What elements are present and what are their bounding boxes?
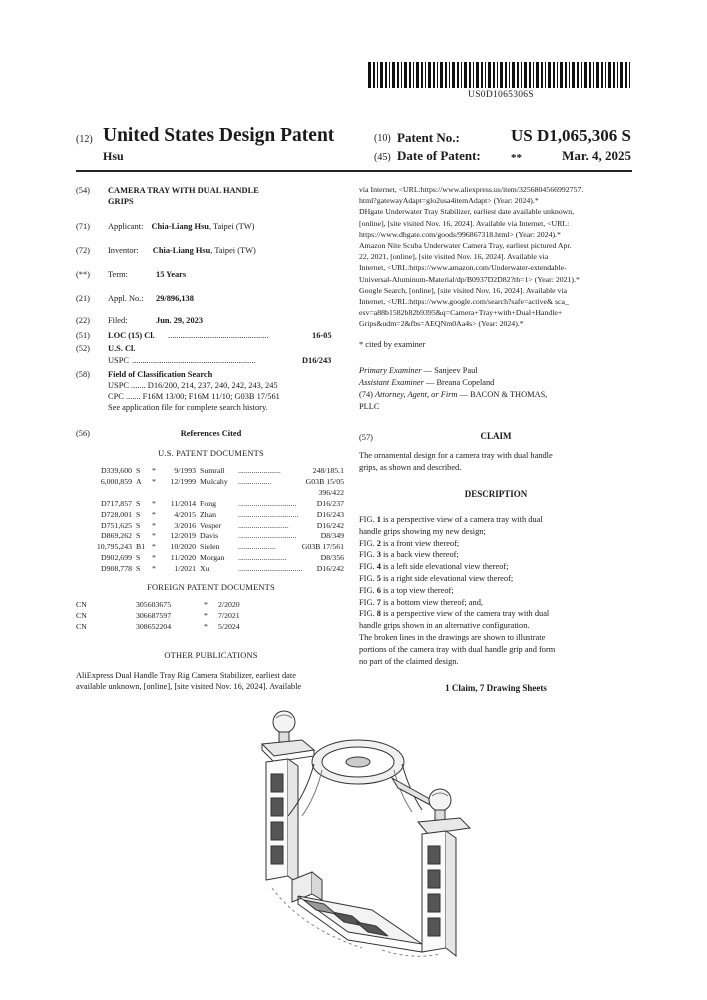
barcode-bar — [433, 62, 435, 88]
barcode-bar — [500, 62, 503, 88]
barcode-bar — [380, 62, 383, 88]
uspc-dots: ........................................................... — [132, 356, 256, 365]
us-reference-row — [76, 510, 346, 520]
us-reference-dots: ......................... — [238, 553, 287, 563]
us-reference-no: D869,262 — [101, 531, 132, 541]
us-patent-heading: U.S. PATENT DOCUMENTS — [158, 449, 264, 458]
barcode-bar — [392, 62, 395, 88]
term-label: Term: — [108, 270, 128, 279]
figure-text: is a perspective view of the camera tray with dual — [380, 609, 550, 619]
us-reference-dots: ................. — [238, 476, 272, 486]
publication-line: Internet, <URL:https://www.google.com/search?safe=active& sca_ — [359, 297, 569, 306]
us-reference-row — [76, 488, 346, 498]
us-reference-star: * — [152, 509, 156, 519]
document-type: United States Design Patent — [103, 125, 335, 146]
us-reference-no: D728,001 — [101, 509, 132, 519]
us-reference-star: * — [152, 466, 156, 475]
figure-description-line — [359, 621, 529, 630]
field-code-22: (22) — [76, 316, 90, 325]
barcode-bar — [445, 62, 447, 88]
us-reference-dots: ...................... — [238, 466, 281, 475]
us-reference-date: 3/2016 — [174, 520, 196, 530]
foreign-reference-star: * — [204, 600, 208, 609]
us-reference-kind: B1 — [136, 542, 146, 552]
foreign-reference-date: 2/2020 — [218, 600, 240, 609]
barcode-bar — [572, 62, 575, 88]
uspc-label: USPC — [108, 356, 129, 365]
us-reference-kind: S — [136, 509, 141, 519]
field-code-58: (58) — [76, 370, 90, 379]
applicant — [108, 221, 254, 232]
us-reference-star: * — [152, 542, 156, 552]
us-reference-row — [76, 466, 346, 476]
barcode-bar — [545, 62, 546, 88]
barcode-bar — [617, 62, 618, 88]
inventor — [108, 245, 256, 256]
us-reference-star: * — [152, 553, 156, 563]
us-reference-cls: 396/422 — [318, 487, 344, 497]
publication-line: Amazon Nite Scuba Underwater Camera Tray, earliest pictured Apr. — [359, 241, 572, 250]
us-reference-kind: S — [136, 520, 141, 530]
assistant-examiner-label: Assistant Examiner — [359, 378, 424, 387]
publication-line: https://www.dhgate.com/goods/996867318.html> (Year: 2024).* — [359, 229, 561, 239]
loc-label: LOC (15) Cl. — [108, 331, 155, 340]
foreign-reference-no: 305603675 — [136, 600, 172, 609]
us-reference-name: Davis — [200, 531, 219, 541]
us-reference-star: * — [152, 520, 156, 530]
barcode-bar — [548, 62, 551, 88]
us-reference-cls: 248/185.1 — [312, 466, 344, 475]
figure-description-line — [359, 633, 545, 642]
barcode-bar — [385, 62, 387, 88]
header-rule — [76, 170, 632, 172]
figure-number: 5 — [376, 574, 381, 583]
publication-line: Google Search, [online], [site visited Nov. 16, 2024]. Available via — [359, 285, 568, 295]
title-line-1: CAMERA TRAY WITH DUAL HANDLE — [108, 186, 259, 195]
primary-examiner-name: — Sanjeev Paul — [421, 366, 478, 375]
barcode-bar — [497, 62, 498, 88]
barcode-bar — [589, 62, 591, 88]
us-reference-date: 11/2014 — [170, 498, 196, 508]
figure-prefix: FIG. — [359, 562, 377, 572]
figure-description-line — [359, 645, 555, 654]
attorney-line-2: PLLC — [359, 402, 380, 411]
us-reference-row — [76, 564, 346, 574]
us-reference-no: D339,600 — [101, 466, 132, 475]
us-reference-row — [76, 477, 346, 487]
field-code-term: (**) — [76, 270, 90, 279]
barcode-bar — [428, 62, 431, 88]
figure-descriptions — [359, 515, 633, 675]
barcode-bar — [613, 62, 615, 88]
assistant-examiner — [359, 377, 494, 388]
publication-line: via Internet, <URL:https://www.aliexpress.us/item/3256804566992757. — [359, 185, 584, 194]
barcode-bar — [620, 62, 623, 88]
barcode-bar — [505, 62, 507, 88]
us-reference-cls: G03B 15/05 — [305, 476, 344, 486]
barcode-bar — [416, 62, 419, 88]
us-reference-name: Morgan — [200, 553, 225, 563]
term-value: 15 Years — [156, 270, 187, 279]
inventor-location: , Taipei (TW) — [210, 246, 256, 255]
barcode-bar — [541, 62, 543, 88]
barcode-bar — [625, 62, 627, 88]
us-reference-name: Vesper — [200, 520, 222, 530]
publication-line: Internet, <URL:https://www.amazon.com/Underwater-extendable- — [359, 263, 567, 273]
filed-value: Jun. 29, 2023 — [156, 316, 204, 325]
barcode-bar — [457, 62, 459, 88]
barcode-text: US0D1065306S — [468, 90, 534, 100]
figure-description-line — [359, 609, 549, 618]
barcode-bar — [404, 62, 407, 88]
appl-no-value: 29/896,138 — [156, 294, 194, 303]
figure-description-line — [359, 562, 509, 571]
barcode-bar — [437, 62, 438, 88]
barcode-bar — [413, 62, 414, 88]
us-reference-name: Xu — [200, 564, 210, 574]
search-field-label: Field of Classification Search — [108, 370, 213, 379]
foreign-reference-row — [76, 622, 346, 633]
us-references-list — [76, 466, 346, 576]
field-code-52: (52) — [76, 344, 90, 353]
us-reference-dots: .......................... — [238, 520, 289, 530]
applicant-location: , Taipei (TW) — [208, 222, 255, 231]
figure-prefix: FIG. — [359, 585, 377, 595]
figure-number: 2 — [376, 538, 381, 548]
camera-tray-drawing-icon — [232, 700, 482, 980]
patent-number-label: Patent No.: — [397, 130, 460, 145]
us-cl-label: U.S. Cl. — [108, 344, 136, 353]
us-reference-name: Sielen — [200, 542, 220, 552]
figure-number: 4 — [376, 562, 381, 572]
barcode-bar — [464, 62, 467, 88]
figure-text: is a back view thereof; — [380, 550, 459, 560]
loc-dots: ................................................ — [168, 331, 269, 340]
barcode-bar — [608, 62, 611, 88]
attorney-label: Attorney, Agent, or Firm — [375, 390, 458, 399]
us-reference-no: D717,857 — [101, 498, 132, 508]
figure-description-line — [359, 598, 483, 607]
publication-line: Universal-Aluminum-Material/dp/B0937D2D82?th=1> (Year: 2021).* — [359, 274, 580, 284]
publication-line: esv=a88b1582b82b9395&q=Camera+Tray+with+Dual+Handle+ — [359, 308, 563, 318]
barcode-bar — [469, 62, 471, 88]
barcode-bar — [377, 62, 378, 88]
us-reference-row — [76, 542, 346, 552]
barcode-bar — [397, 62, 399, 88]
barcode-icon — [366, 62, 636, 90]
us-reference-row — [76, 499, 346, 509]
loc-value: 16-05 — [312, 331, 332, 340]
us-reference-name: Fong — [200, 498, 217, 508]
barcode-bar — [481, 62, 483, 88]
search-uspc: USPC ....... D16/200, 214, 237, 240, 242, 243, 245 — [108, 381, 278, 390]
figure-prefix: FIG. — [359, 538, 377, 548]
figure-number: 3 — [376, 550, 381, 560]
barcode-bar — [368, 62, 371, 88]
figure-description-line — [359, 515, 543, 524]
barcode-bar — [425, 62, 426, 88]
barcode-bar — [493, 62, 495, 88]
assistant-examiner-name: — Breana Copeland — [423, 378, 495, 387]
us-reference-star: * — [152, 476, 156, 486]
us-reference-date: 12/2019 — [170, 531, 196, 541]
figure-number: 1 — [376, 515, 381, 524]
applicant-label: Applicant: — [108, 222, 144, 231]
barcode-bar — [421, 62, 423, 88]
barcode-bar — [409, 62, 411, 88]
us-reference-cls: D16/237 — [316, 498, 344, 508]
claim-code: (57) — [359, 433, 373, 442]
us-reference-date: 11/2020 — [170, 553, 196, 563]
publication-line: Grips&udm=2&fbs=AEQNm0Aa4s> (Year: 2024).* — [359, 319, 524, 329]
foreign-reference-no: 306687597 — [136, 611, 172, 620]
figure-description-line — [359, 586, 454, 595]
attorney-code: (74) — [359, 390, 376, 399]
barcode-bar — [577, 62, 579, 88]
us-reference-dots: .............................. — [238, 498, 297, 508]
figure-text: no part of the claimed design. — [359, 656, 459, 666]
us-reference-name: Sumrall — [200, 466, 225, 475]
us-reference-cls: D16/243 — [316, 509, 344, 519]
claim-text-line-1: The ornamental design for a camera tray with dual handle — [359, 451, 553, 460]
barcode-bar — [605, 62, 606, 88]
applicant-name: Chia-Liang Hsu — [151, 222, 209, 231]
attorney-name: — BACON & THOMAS, — [457, 390, 548, 399]
figure-prefix: FIG. — [359, 515, 377, 524]
primary-examiner-label: Primary Examiner — [359, 366, 422, 375]
inventor-surname: Hsu — [103, 149, 124, 163]
us-reference-star: * — [152, 564, 156, 574]
figure-text: is a front view thereof; — [380, 538, 460, 548]
foreign-reference-row — [76, 611, 346, 622]
claim-heading: CLAIM — [480, 431, 512, 441]
figure-text: The broken lines in the drawings are shown to illustrate — [359, 633, 546, 642]
us-reference-date: 4/2015 — [174, 509, 196, 519]
us-reference-row — [76, 521, 346, 531]
figure-description-line — [359, 539, 459, 548]
barcode — [366, 62, 636, 98]
barcode-bar — [517, 62, 519, 88]
us-reference-cls: D16/242 — [316, 520, 344, 530]
publication-line: DHgate Underwater Tray Stabilizer, earliest date available unknown, — [359, 207, 575, 217]
us-reference-no: D902,699 — [101, 553, 132, 563]
us-reference-date: 1/2021 — [174, 564, 196, 574]
us-reference-cls: G03B 17/561 — [301, 542, 344, 552]
barcode-bar — [596, 62, 599, 88]
barcode-bar — [449, 62, 450, 88]
us-reference-date: 12/1999 — [170, 476, 196, 486]
foreign-reference-no: 308652204 — [136, 622, 172, 631]
barcode-bar — [452, 62, 455, 88]
figure-number: 6 — [376, 585, 381, 595]
date-of-patent-label: Date of Patent: — [397, 148, 481, 163]
barcode-bar — [553, 62, 555, 88]
figure-text: is a right side elevational view thereof; — [380, 574, 514, 583]
us-reference-kind: S — [136, 553, 141, 563]
barcode-bar — [565, 62, 567, 88]
field-code-51: (51) — [76, 331, 90, 340]
patent-number: US D1,065,306 S — [511, 126, 631, 145]
us-reference-cls: D8/349 — [320, 531, 344, 541]
other-publications-heading: OTHER PUBLICATIONS — [164, 651, 258, 660]
us-reference-kind: S — [136, 498, 141, 508]
search-cpc: CPC ....... F16M 13/00; F16M 11/10; G03B 17/561 — [108, 392, 280, 401]
us-reference-dots: .............................. — [238, 531, 297, 541]
figure-text: is a top view thereof; — [380, 585, 454, 595]
foreign-reference-star: * — [204, 622, 208, 631]
filed-label: Filed: — [108, 316, 128, 325]
figure-description-line — [359, 657, 459, 666]
right-publications — [359, 185, 633, 335]
barcode-bar — [536, 62, 539, 88]
us-reference-name: Mulcahy — [200, 476, 228, 486]
barcode-bar — [584, 62, 587, 88]
claims-and-sheets: 1 Claim, 7 Drawing Sheets — [445, 683, 547, 693]
figure-prefix: FIG. — [359, 550, 377, 560]
us-reference-star: * — [152, 498, 156, 508]
us-reference-no: 6,000,859 — [100, 476, 132, 486]
description-heading: DESCRIPTION — [464, 489, 528, 499]
title-line-2: GRIPS — [108, 197, 134, 206]
foreign-reference-star: * — [204, 611, 208, 620]
us-reference-dots: ................... — [238, 542, 276, 552]
date-marker: ** — [511, 152, 522, 164]
barcode-bar — [461, 62, 462, 88]
field-code-21: (21) — [76, 294, 90, 303]
barcode-bar — [560, 62, 563, 88]
field-code-56: (56) — [76, 429, 90, 438]
us-reference-name: Zhan — [200, 509, 217, 519]
field-code-71: (71) — [76, 222, 90, 231]
field-code-72: (72) — [76, 246, 90, 255]
header-code-10: (10) — [374, 133, 391, 144]
figure-text: is a bottom view thereof; and, — [380, 597, 483, 607]
foreign-reference-cc: CN — [76, 600, 87, 609]
barcode-bar — [601, 62, 603, 88]
barcode-bar — [569, 62, 570, 88]
barcode-bar — [473, 62, 474, 88]
us-reference-cls: D16/242 — [316, 564, 344, 574]
inventor-name: Chia-Liang Hsu — [152, 246, 211, 255]
foreign-reference-date: 5/2024 — [218, 622, 240, 631]
claim-text-line-2: grips, as shown and described. — [359, 463, 462, 472]
us-reference-row — [76, 531, 346, 541]
barcode-bar — [389, 62, 390, 88]
other-publication-line: available unknown, [online], [site visited Nov. 16, 2024]. Available — [76, 682, 302, 691]
barcode-bar — [524, 62, 527, 88]
foreign-reference-cc: CN — [76, 611, 87, 620]
barcode-bar — [488, 62, 491, 88]
figure-number: 7 — [376, 597, 381, 607]
foreign-reference-cc: CN — [76, 622, 87, 631]
left-column — [76, 185, 346, 485]
barcode-bar — [509, 62, 510, 88]
us-reference-kind: S — [136, 466, 141, 475]
primary-examiner — [359, 365, 478, 376]
references-title: References Cited — [180, 429, 242, 438]
us-reference-star: * — [152, 531, 156, 541]
us-reference-row — [76, 553, 346, 563]
barcode-bar — [581, 62, 582, 88]
foreign-reference-row — [76, 600, 346, 611]
figure-text: is a left side elevational view thereof; — [380, 562, 509, 572]
appl-no-label: Appl. No.: — [108, 294, 144, 303]
us-reference-no: D908,778 — [101, 564, 132, 574]
figure-description-line — [359, 527, 486, 536]
foreign-patent-heading: FOREIGN PATENT DOCUMENTS — [147, 583, 275, 592]
inventor-label: Inventor: — [108, 246, 139, 255]
foreign-references-list — [76, 600, 346, 636]
barcode-bar — [401, 62, 402, 88]
figure-description-line — [359, 550, 459, 559]
us-reference-kind: S — [136, 531, 141, 541]
figure-prefix: FIG. — [359, 609, 377, 619]
figure-number: 8 — [376, 609, 381, 619]
figure-text: handle grips showing my new design; — [359, 526, 486, 536]
figure-prefix: FIG. — [359, 574, 377, 583]
us-reference-no: 10,795,243 — [96, 542, 132, 552]
figure-description-line — [359, 574, 513, 583]
header-code-45: (45) — [374, 152, 391, 163]
figure-prefix: FIG. — [359, 597, 377, 607]
figure-text: is a perspective view of a camera tray with dual — [380, 515, 543, 524]
publication-line: html?gatewayAdapt=glo2usa4itemAdapt> (Year: 2024).* — [359, 196, 539, 206]
barcode-bar — [629, 62, 630, 88]
header-code-12: (12) — [76, 134, 93, 145]
us-reference-cls: D8/356 — [320, 553, 344, 563]
barcode-bar — [593, 62, 594, 88]
figure-text: portions of the camera tray with dual handle grip and form — [359, 644, 556, 654]
barcode-bar — [521, 62, 522, 88]
field-code-54: (54) — [76, 186, 90, 195]
figure-text: handle grips shown in an alternative configuration. — [359, 621, 530, 631]
us-reference-dots: ............................... — [238, 509, 299, 519]
barcode-bar — [485, 62, 486, 88]
barcode-bar — [512, 62, 515, 88]
cited-by-examiner: * cited by examiner — [359, 340, 426, 349]
search-note: See application file for complete search history. — [108, 403, 268, 412]
us-reference-date: 9/1993 — [174, 466, 196, 475]
foreign-reference-date: 7/2021 — [218, 611, 240, 620]
barcode-bar — [557, 62, 558, 88]
barcode-bar — [476, 62, 479, 88]
us-reference-no: D751,625 — [101, 520, 132, 530]
other-publication-line: AliExpress Dual Handle Tray Rig Camera Stabilizer, earliest date — [76, 671, 296, 680]
us-reference-dots: ................................. — [238, 564, 303, 574]
barcode-bar — [529, 62, 531, 88]
publication-line: 22, 2021, [online], [site visited Nov. 16, 2024]. Available via — [359, 252, 549, 262]
camera-tray-drawing — [232, 700, 482, 980]
uspc-value: D16/243 — [302, 356, 332, 365]
attorney — [359, 389, 547, 400]
barcode-bar — [373, 62, 375, 88]
barcode-bar — [440, 62, 443, 88]
patent-date: Mar. 4, 2025 — [562, 148, 631, 163]
us-reference-date: 10/2020 — [170, 542, 196, 552]
us-reference-kind: S — [136, 564, 141, 574]
publication-line: [online], [site visited Nov. 16, 2024]. Available via Internet, <URL: — [359, 218, 570, 228]
us-reference-kind: A — [136, 476, 142, 486]
barcode-bar — [533, 62, 534, 88]
